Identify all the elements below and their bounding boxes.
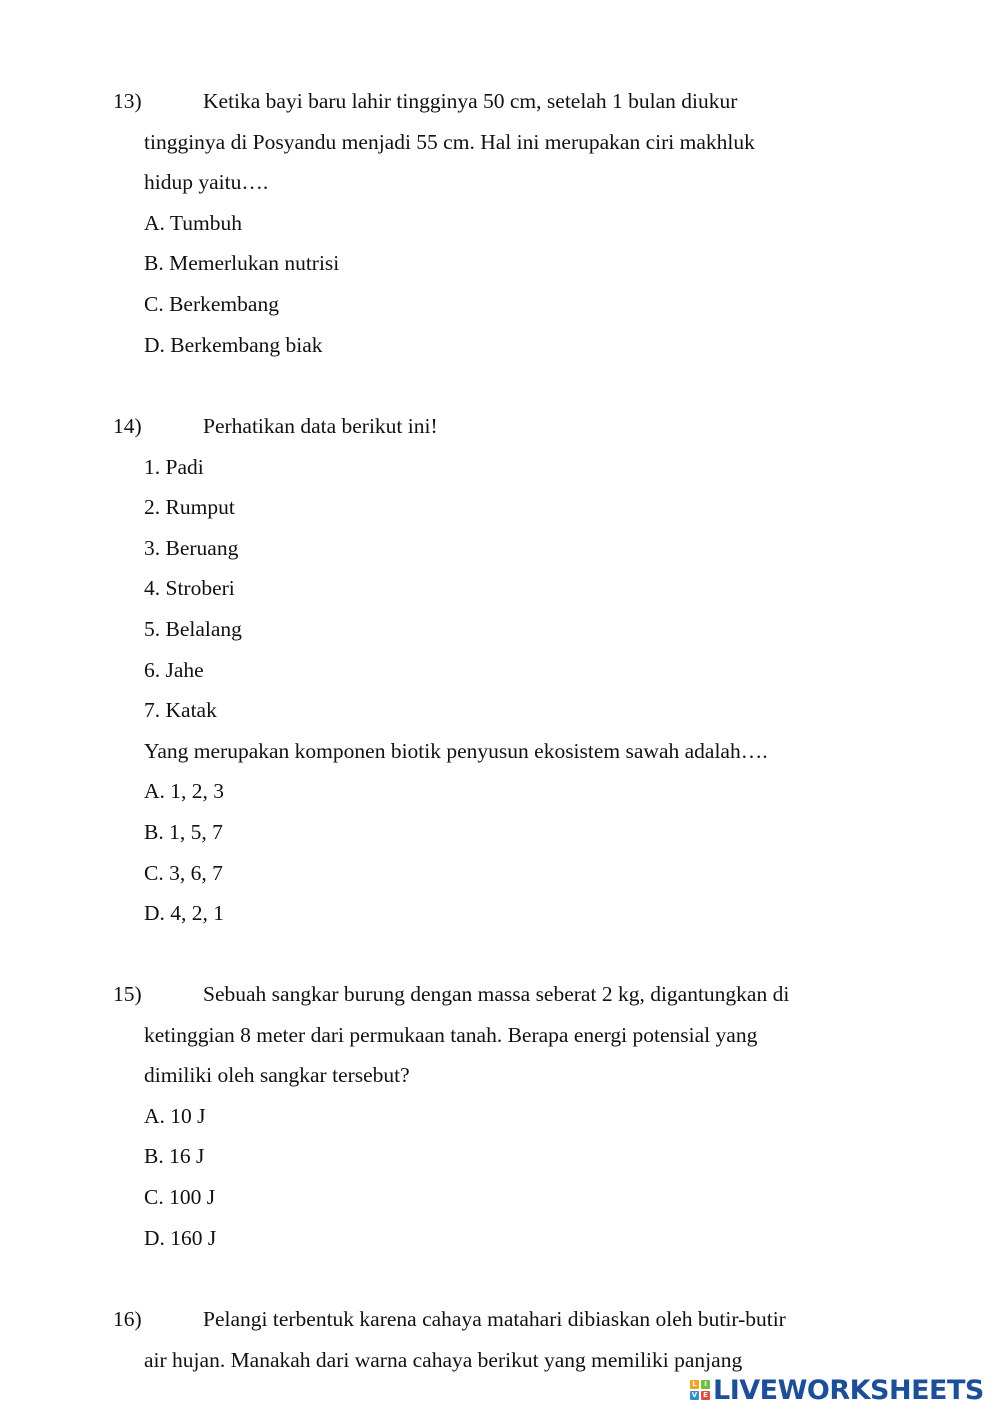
question-number: 15) (113, 982, 142, 1006)
logo-cell: L (690, 1380, 699, 1389)
liveworksheets-logo-icon (690, 1380, 710, 1400)
question-header (113, 1299, 873, 1340)
question-text: Perhatikan data berikut ini! (203, 414, 438, 438)
answer-option-b[interactable]: B. Memerlukan nutrisi (144, 251, 340, 276)
data-list-item: 2. Rumput (144, 495, 235, 520)
question-15 (113, 974, 873, 1258)
logo-cell: E (701, 1391, 710, 1400)
question-text-continuation: air hujan. Manakah dari warna cahaya berikut yang memiliki panjang (144, 1347, 743, 1372)
data-list-item: 4. Stroberi (144, 576, 235, 601)
question-number: 16) (113, 1307, 142, 1331)
answer-option-a[interactable]: A. Tumbuh (144, 210, 242, 235)
question-14 (113, 406, 873, 934)
liveworksheets-logo (690, 1374, 984, 1406)
data-list-item: 7. Katak (144, 698, 217, 723)
question-text-continuation: dimiliki oleh sangkar tersebut? (144, 1063, 410, 1088)
data-list-item: 1. Padi (144, 454, 204, 479)
answer-option-b[interactable]: B. 16 J (144, 1144, 205, 1169)
answer-option-c[interactable]: C. 100 J (144, 1184, 216, 1209)
question-16 (113, 1299, 873, 1380)
question-header (113, 406, 873, 447)
answer-option-b[interactable]: B. 1, 5, 7 (144, 819, 223, 844)
question-13 (113, 81, 873, 365)
question-text-continuation: hidup yaitu…. (144, 170, 269, 195)
question-number: 14) (113, 414, 142, 438)
logo-cell: I (701, 1380, 710, 1389)
data-list-item: 3. Beruang (144, 535, 239, 560)
question-text-continuation: ketinggian 8 meter dari permukaan tanah. Berapa energi potensial yang (144, 1022, 758, 1047)
data-list-item: 5. Belalang (144, 616, 242, 641)
answer-option-d[interactable]: D. Berkembang biak (144, 332, 323, 357)
question-text: Pelangi terbentuk karena cahaya matahari dibiaskan oleh butir-butir (203, 1307, 786, 1331)
logo-cell: V (691, 1391, 698, 1399)
question-text: Sebuah sangkar burung dengan massa seberat 2 kg, digantungkan di (203, 982, 790, 1006)
question-prompt: Yang merupakan komponen biotik penyusun ekosistem sawah adalah…. (144, 738, 768, 763)
answer-option-c[interactable]: C. 3, 6, 7 (144, 860, 223, 885)
question-number: 13) (113, 89, 142, 113)
answer-option-d[interactable]: D. 4, 2, 1 (144, 901, 225, 926)
answer-option-a[interactable]: A. 10 J (144, 1103, 206, 1128)
question-text-continuation: tingginya di Posyandu menjadi 55 cm. Hal ini merupakan ciri makhluk (144, 129, 755, 154)
answer-option-a[interactable]: A. 1, 2, 3 (144, 779, 225, 804)
question-text: Ketika bayi baru lahir tingginya 50 cm, setelah 1 bulan diukur (203, 89, 738, 113)
answer-option-c[interactable]: C. Berkembang (144, 291, 279, 316)
data-list-item: 6. Jahe (144, 657, 204, 682)
answer-option-d[interactable]: D. 160 J (144, 1225, 217, 1250)
question-header (113, 81, 873, 122)
liveworksheets-logo-text: LIVEWORKSHEETS (713, 1374, 984, 1406)
question-header (113, 974, 873, 1015)
